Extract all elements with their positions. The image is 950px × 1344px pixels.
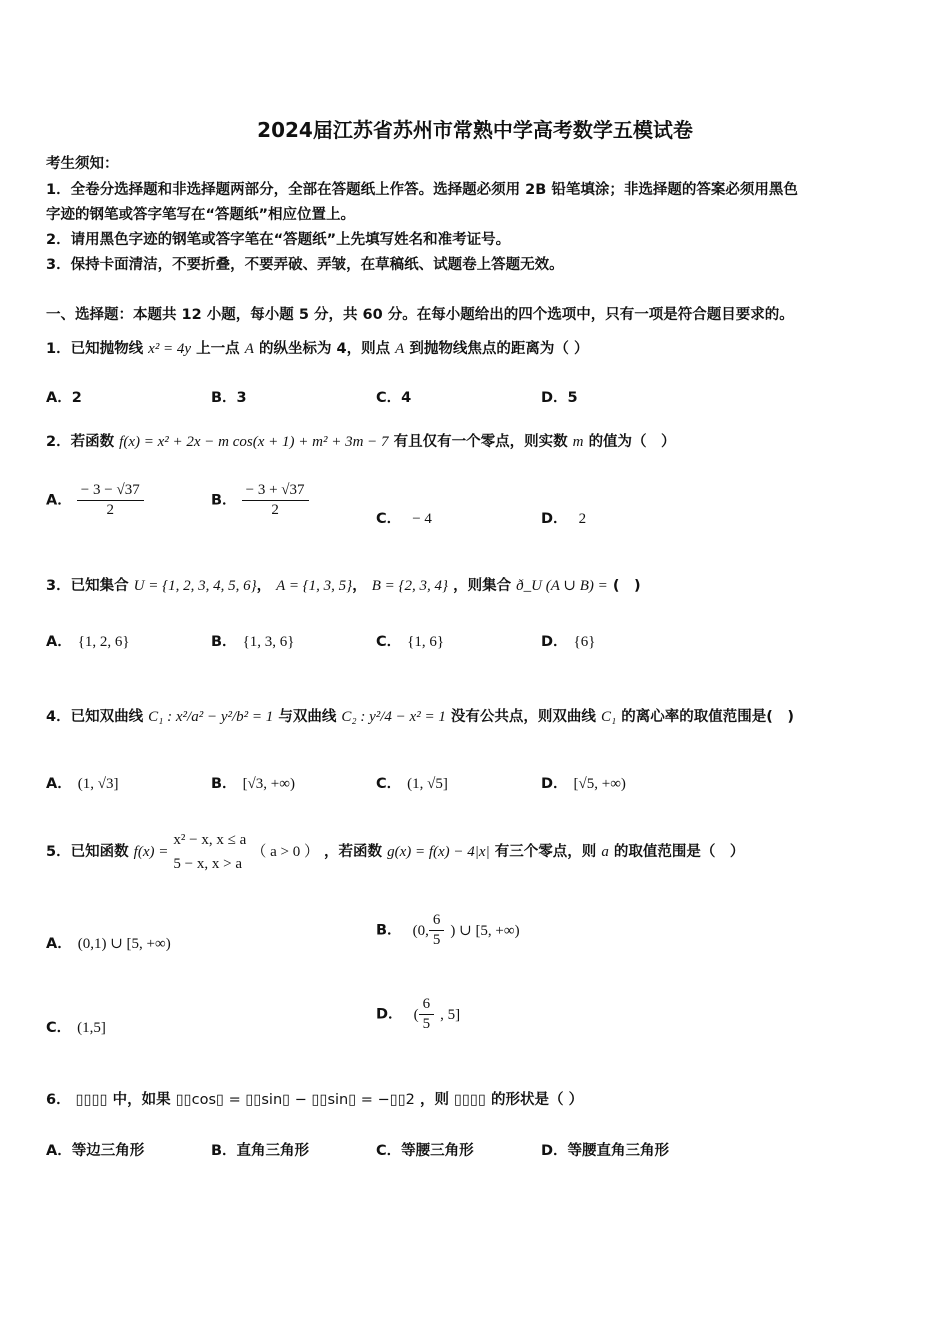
q1-point-a: A xyxy=(244,341,254,357)
page-title: 2024届江苏省苏州市常熟中学高考数学五模试卷 xyxy=(257,118,693,142)
q3-option-d[interactable] xyxy=(541,630,595,651)
q5-option-d-fraction xyxy=(419,996,435,1033)
q3-lead: 3．已知集合 xyxy=(46,578,129,594)
q5-option-b-fraction xyxy=(429,912,445,949)
q5-option-c[interactable] xyxy=(46,1016,106,1037)
q6-text-3: 的形状是（ ） xyxy=(491,1092,584,1108)
q1-option-c[interactable]: C．4 xyxy=(376,390,412,406)
q1-option-a[interactable]: A．2 xyxy=(46,390,82,406)
q4-option-b-value: [√3, +∞) xyxy=(242,776,295,792)
q4-option-c-value: (1, √5] xyxy=(407,776,448,792)
q5-piecewise xyxy=(173,828,246,876)
q1-option-d[interactable]: D．5 xyxy=(541,390,578,406)
q1-equation: x² = 4y xyxy=(148,341,192,357)
q3-option-c-label: C． xyxy=(376,634,402,650)
q3-option-a-value: {1, 2, 6} xyxy=(77,634,130,650)
q6-lead: 6． xyxy=(46,1092,71,1108)
q2-option-a-numerator: − 3 − √37 xyxy=(77,482,144,501)
q3-option-d-value: {6} xyxy=(573,634,596,650)
q1-text-1: 上一点 xyxy=(196,341,240,357)
q6-missing-glyphs-1: ▯▯▯▯ xyxy=(75,1092,108,1108)
q2-option-c-label: C． xyxy=(376,511,402,527)
q5-text-2: 有三个零点，则 xyxy=(494,844,597,860)
q2-function: f(x) = x² + 2x − m cos(x + 1) + m² + 3m − 7 xyxy=(119,434,389,450)
q6-option-c[interactable]: C．等腰三角形 xyxy=(376,1143,474,1159)
q2-text-2: 的值为（ ） xyxy=(588,434,676,450)
q5-option-d[interactable] xyxy=(376,996,460,1033)
notice-item-2: 2．请用黑色字迹的钢笔或答字笔在“答题纸”上先填写姓名和准考证号。 xyxy=(46,232,511,248)
q4-text-3: 的离心率的取值范围是( ) xyxy=(621,709,795,725)
q5-option-c-label: C． xyxy=(46,1020,72,1036)
q1-lead: 1．已知抛物线 xyxy=(46,341,144,357)
q4-text-2: 没有公共点，则双曲线 xyxy=(450,709,596,725)
q4-hyperbola-c2: C₂ : y²/4 − x² = 1 xyxy=(341,709,446,725)
q2-option-b[interactable] xyxy=(211,482,309,519)
q2-option-a-label: A． xyxy=(46,492,72,509)
q2-option-c[interactable] xyxy=(376,507,432,528)
q4-c1-ref: C₁ xyxy=(600,709,617,725)
q2-option-d[interactable] xyxy=(541,507,586,528)
q5-text-1: ，若函数 xyxy=(324,844,383,860)
q5-option-b-numerator: 6 xyxy=(429,912,445,931)
q5-variable-a: a xyxy=(601,844,609,860)
q4-option-d-label: D． xyxy=(541,776,568,792)
q5-option-a-label: A． xyxy=(46,936,72,952)
q3-set-u: U = {1, 2, 3, 4, 5, 6} xyxy=(133,578,257,594)
q1-option-b[interactable]: B．3 xyxy=(211,390,247,406)
q5-g-def: g(x) = f(x) − 4|x| xyxy=(387,844,490,860)
q2-option-a-denominator: 2 xyxy=(106,502,114,518)
q3-option-d-label: D． xyxy=(541,634,568,650)
q3-text-2: ( ) xyxy=(612,578,641,594)
q5-option-d-label: D． xyxy=(376,1006,403,1023)
q2-lead: 2．若函数 xyxy=(46,434,115,450)
q2-option-d-value: 2 xyxy=(578,511,587,527)
q5-option-b-post: ) ∪ [5, +∞) xyxy=(450,922,520,939)
q6-option-b[interactable]: B．直角三角形 xyxy=(211,1143,310,1159)
q6-equation: ▯▯cos▯ = ▯▯sin▯ − ▯▯sin▯ = −▯▯2 xyxy=(175,1092,415,1108)
q1-text-3: 到抛物线焦点的距离为（ ） xyxy=(409,341,589,357)
q2-option-b-numerator: − 3 + √37 xyxy=(242,482,309,501)
q6-option-d[interactable]: D．等腰直角三角形 xyxy=(541,1143,670,1159)
q4-option-b[interactable] xyxy=(211,772,295,793)
q2-option-d-label: D． xyxy=(541,511,568,527)
question-4 xyxy=(46,705,794,726)
question-5 xyxy=(46,828,744,876)
q2-text-1: 有且仅有一个零点，则实数 xyxy=(393,434,568,450)
q3-complement-expr: ð_U (A ∪ B) = xyxy=(516,578,608,594)
q3-set-a: A = {1, 3, 5} xyxy=(276,578,353,594)
q6-missing-glyphs-2: ▯▯▯▯ xyxy=(454,1092,486,1108)
notice-item-1: 1．全卷分选择题和非选择题两部分，全部在答题纸上作答。选择题必须用 2B 铅笔填涂；非选择题的答案必须用黑色 xyxy=(46,182,798,198)
q4-hyperbola-c1: C₁ : x²/a² − y²/b² = 1 xyxy=(148,709,274,725)
notice-item-3: 3．保持卡面清洁，不要折叠，不要弄破、弄皱，在草稿纸、试题卷上答题无效。 xyxy=(46,257,564,273)
q5-option-b[interactable] xyxy=(376,912,520,949)
q5-f-def: f(x) = xyxy=(133,844,169,860)
q4-text-1: 与双曲线 xyxy=(278,709,337,725)
q5-text-3: 的取值范围是（ ） xyxy=(613,844,745,860)
question-1 xyxy=(46,337,588,358)
q4-lead: 4．已知双曲线 xyxy=(46,709,144,725)
q2-option-b-denominator: 2 xyxy=(271,502,279,518)
q4-option-a-label: A． xyxy=(46,776,72,792)
q3-option-c[interactable] xyxy=(376,630,444,651)
question-2 xyxy=(46,430,676,451)
q6-option-a[interactable]: A．等边三角形 xyxy=(46,1143,145,1159)
q6-text-1: 中，如果 xyxy=(112,1092,171,1108)
question-6 xyxy=(46,1088,583,1109)
q4-option-d-value: [√5, +∞) xyxy=(573,776,626,792)
q5-option-a-value: (0,1) ∪ [5, +∞) xyxy=(77,936,171,952)
q4-option-b-label: B． xyxy=(211,776,237,792)
notice-heading: 考生须知： xyxy=(46,156,119,172)
q5-option-c-value: (1,5] xyxy=(77,1020,106,1036)
q6-text-2: ，则 xyxy=(419,1092,449,1108)
q5-option-b-pre: (0, xyxy=(412,922,429,939)
q5-option-d-pre: ( xyxy=(413,1006,419,1023)
q2-option-c-value: − 4 xyxy=(412,511,432,527)
q3-option-b-value: {1, 3, 6} xyxy=(242,634,295,650)
q2-variable-m: m xyxy=(572,434,584,450)
q1-point-a-2: A xyxy=(395,341,405,357)
q5-option-a[interactable] xyxy=(46,932,171,953)
q5-option-b-denominator: 5 xyxy=(432,932,441,948)
q5-option-d-post: , 5] xyxy=(440,1006,461,1023)
q5-option-b-label: B． xyxy=(376,922,402,939)
question-3: 3．已知集合 U = {1, 2, 3, 4, 5, 6}， A = {1, 3, 5}， B = {2, 3, 4} ，则集合 ð_U (A ∪ B) = ( ) xyxy=(46,578,641,594)
q2-option-a[interactable] xyxy=(46,482,144,519)
q3-option-b-label: B． xyxy=(211,634,237,650)
q3-option-a-label: A． xyxy=(46,634,72,650)
q3-option-b[interactable] xyxy=(211,630,294,651)
q1-text-2: 的纵坐标为 4，则点 xyxy=(258,341,391,357)
q5-option-d-numerator: 6 xyxy=(419,996,435,1015)
q3-text-1: ，则集合 xyxy=(453,578,512,594)
q5-lead: 5．已知函数 xyxy=(46,844,129,860)
section-heading: 一、选择题：本题共 12 小题，每小题 5 分，共 60 分。在每小题给出的四个选项中，只有一项是符合题目要求的。 xyxy=(46,307,794,323)
q5-option-d-denominator: 5 xyxy=(422,1016,431,1032)
q4-option-a[interactable] xyxy=(46,772,118,793)
q4-option-c[interactable] xyxy=(376,772,448,793)
q5-case-1: x² − x, x ≤ a xyxy=(173,832,247,848)
q4-option-d[interactable] xyxy=(541,772,626,793)
q3-option-c-value: {1, 6} xyxy=(407,634,445,650)
q2-option-a-fraction xyxy=(77,482,144,519)
q3-option-a[interactable] xyxy=(46,630,130,651)
q2-option-b-label: B． xyxy=(211,492,237,509)
q4-option-c-label: C． xyxy=(376,776,402,792)
q4-option-a-value: (1, √3] xyxy=(77,776,119,792)
q5-case-2: 5 − x, x > a xyxy=(173,856,242,872)
q3-set-b: B = {2, 3, 4} xyxy=(371,578,449,594)
q2-option-b-fraction xyxy=(242,482,309,519)
notice-item-1-cont: 字迹的钢笔或答字笔写在“答题纸”相应位置上。 xyxy=(46,207,356,223)
q5-condition: （ a > 0 ） xyxy=(251,844,319,860)
